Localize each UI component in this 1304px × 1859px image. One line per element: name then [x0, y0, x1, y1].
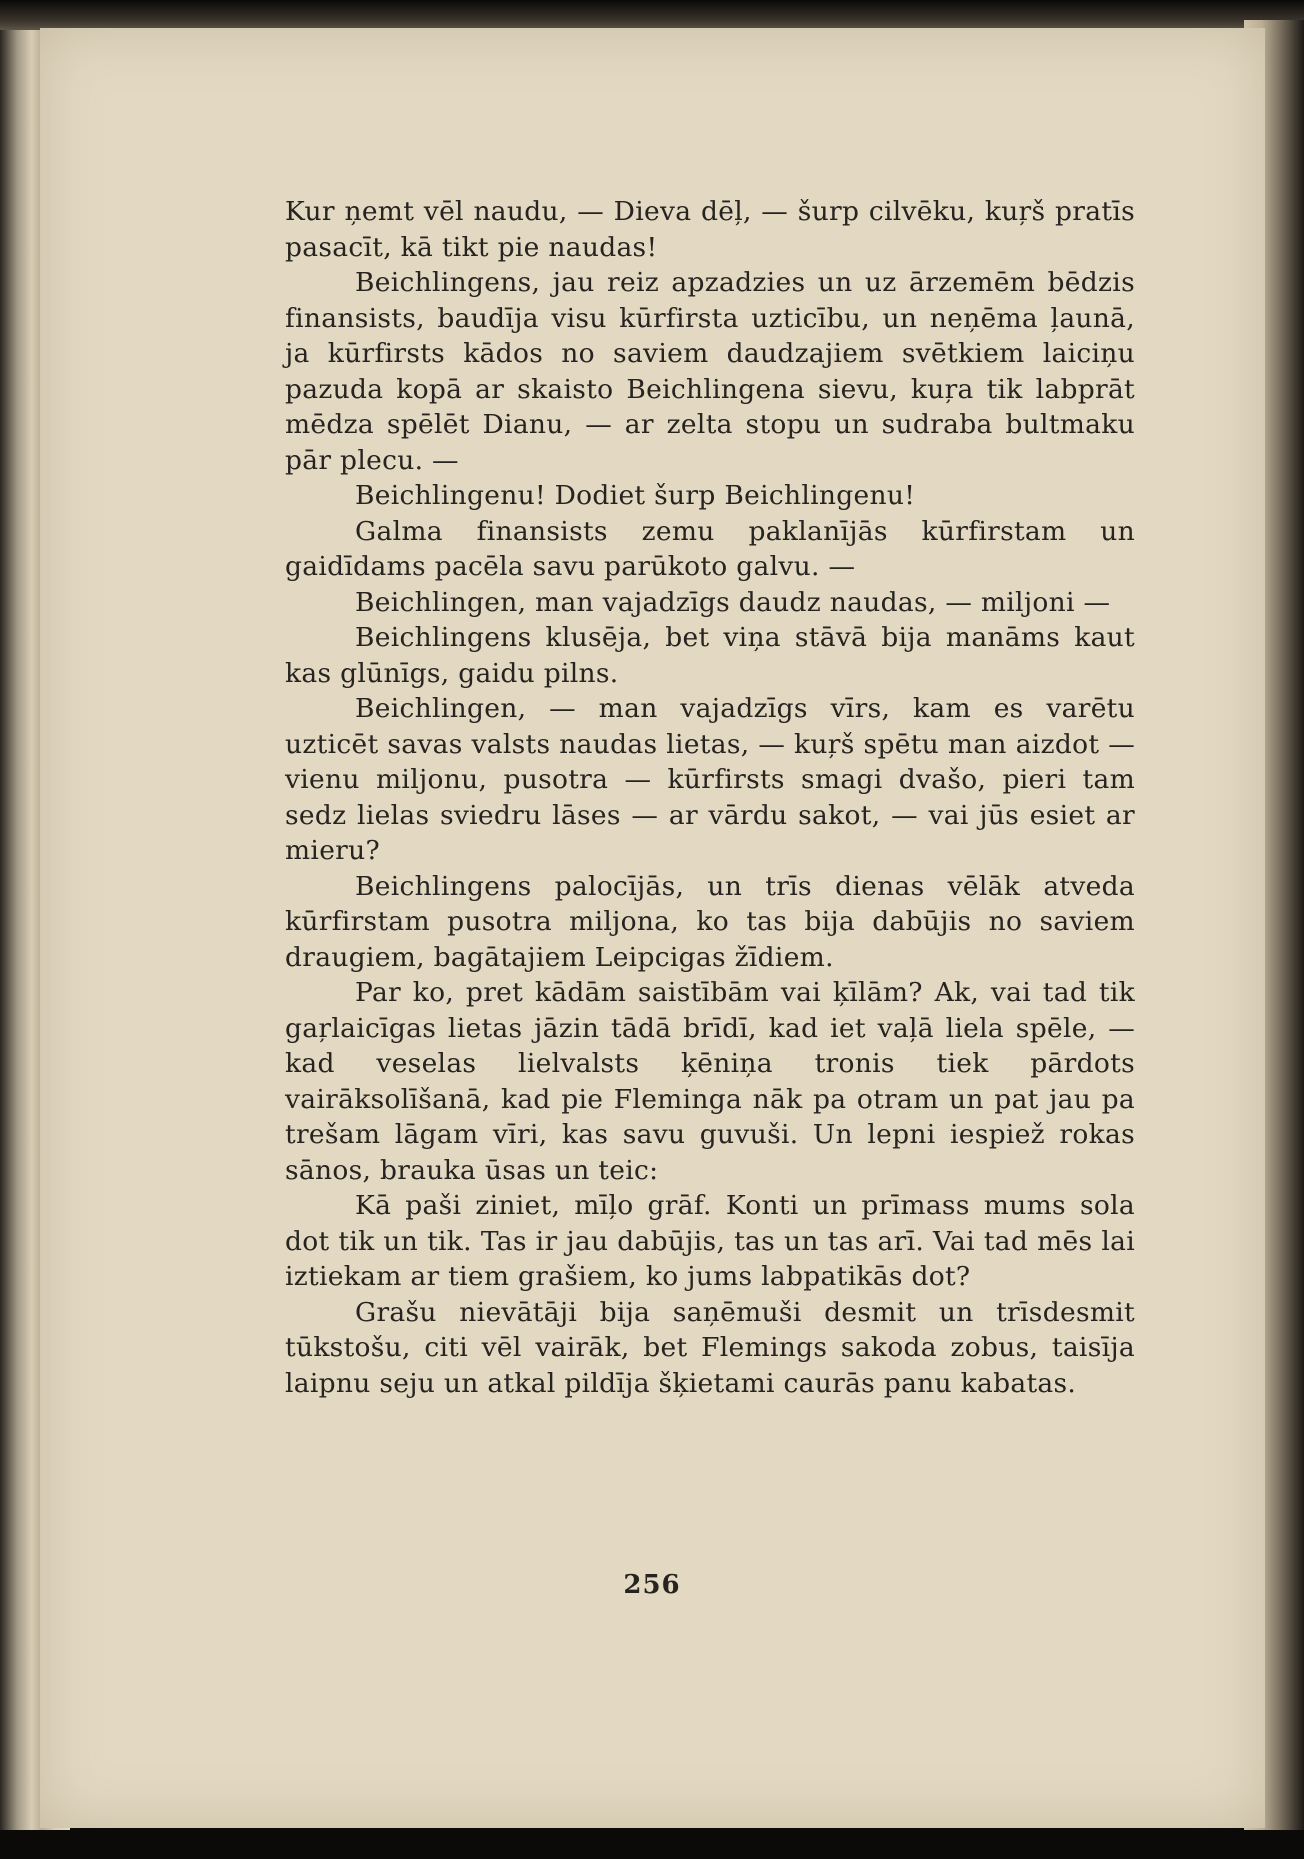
paragraph: Kur ņemt vēl naudu, — Dieva dēļ, — šurp cilvēku, kuŗš pratīs pasacīt, kā tikt pie naudas!: [285, 196, 1135, 263]
paragraph: Beichlingens palocījās, un trīs dienas vēlāk atveda kūrfirstam pusotra miljona, ko tas bija dabūjis no saviem draugiem, bagātajiem Leipcigas žīdiem.: [285, 870, 1135, 973]
paragraph: Kā paši ziniet, mīļo grāf. Konti un prīmass mums sola dot tik un tik. Tas ir jau dabūjis, tas un tas arī. Vai tad mēs lai iztiekam ar tiem grašiem, ko jums labpatikās dot?: [285, 1190, 1135, 1292]
paragraph: Beichlingen, man vajadzīgs daudz naudas, — miljoni —: [355, 586, 1111, 618]
body-text: [285, 194, 1135, 1401]
paragraph: Beichlingen, — man vajadzīgs vīrs, kam es varētu uzticēt savas valsts naudas lietas, — kuŗš spētu man aizdot — vienu miljonu, pusotra — kūrfirsts smagi dvašo, pieri tam sedz lielas sviedru lāses — ar vārdu sakot, — vai jūs esiet ar mieru?: [285, 693, 1135, 866]
paragraph: Grašu nievātāji bija saņēmuši desmit un trīsdesmit tūkstošu, citi vēl vairāk, bet Flemings sakoda zobus, taisīja laipnu seju un atkal pildīja šķietami caurās panu kabatas.: [285, 1296, 1135, 1399]
paragraph: Galma finansists zemu paklanījās kūrfirstam un gaidīdams pacēla savu parūkoto galvu. —: [285, 515, 1135, 582]
paragraph: Beichlingens, jau reiz apzadzies un uz ārzemēm bēdzis finansists, baudīja visu kūrfirsta uzticību, un neņēma ļaunā, ja kūrfirsts kādos no saviem daudzajiem svētkiem laiciņu pazuda kopā ar skaisto Beichlingena sievu, kuŗa tik labprāt mēdza spēlēt Dianu, — ar zelta stopu un sudraba bultmaku pār plecu. —: [285, 267, 1135, 476]
page-number: 256: [623, 1570, 681, 1600]
paragraph: Par ko, pret kādām saistībām vai ķīlām? Ak, vai tad tik gaŗlaicīgas lietas jāzin tādā brīdī, kad iet vaļā liela spēle, — kad veselas lielvalsts ķēniņa tronis tiek pārdots vairāksolīšanā, kad pie Fleminga nāk pa otram un pat jau pa trešam lāgam vīri, kas savu guvuši. Un lepni iespiež rokas sānos, brauka ūsas un teic:: [285, 977, 1135, 1186]
paragraph: Beichlingenu! Dodiet šurp Beichlingenu!: [355, 480, 916, 511]
paragraph: Beichlingens klusēja, bet viņa stāvā bija manāms kaut kas glūnīgs, gaidu pilns.: [285, 622, 1135, 689]
